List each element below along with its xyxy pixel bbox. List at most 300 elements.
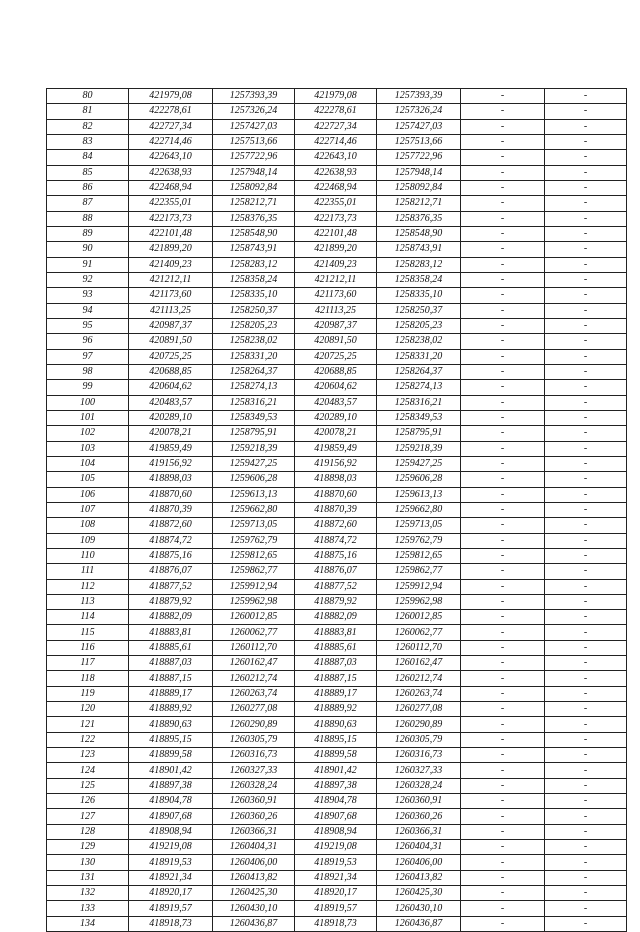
x-coordinate-cell: 418898,03 [129,472,213,487]
point-number-cell: 131 [47,870,129,885]
y-coordinate-cell: 1258743,91 [213,242,295,257]
dash-cell: - [545,134,627,149]
dash-cell: - [461,564,545,579]
x-coordinate-cell: 418899,58 [129,748,213,763]
dash-cell: - [461,717,545,732]
y-coordinate-alt-cell: 1259427,25 [377,456,461,471]
dash-cell: - [545,763,627,778]
y-coordinate-cell: 1258376,35 [213,211,295,226]
y-coordinate-cell: 1260305,79 [213,732,295,747]
x-coordinate-alt-cell: 419859,49 [295,441,377,456]
y-coordinate-alt-cell: 1259812,65 [377,548,461,563]
x-coordinate-cell: 420289,10 [129,410,213,425]
x-coordinate-cell: 418889,17 [129,686,213,701]
y-coordinate-alt-cell: 1260277,08 [377,702,461,717]
dash-cell: - [461,395,545,410]
x-coordinate-cell: 418890,63 [129,717,213,732]
dash-cell: - [545,180,627,195]
dash-cell: - [545,456,627,471]
y-coordinate-cell: 1257513,66 [213,134,295,149]
dash-cell: - [461,686,545,701]
y-coordinate-alt-cell: 1258548,90 [377,226,461,241]
dash-cell: - [461,778,545,793]
y-coordinate-cell: 1260328,24 [213,778,295,793]
table-row [47,134,627,149]
table-row [47,180,627,195]
dash-cell: - [545,855,627,870]
x-coordinate-cell: 418885,61 [129,640,213,655]
y-coordinate-cell: 1258358,24 [213,272,295,287]
point-number-cell: 81 [47,104,129,119]
coordinates-table-body [47,89,627,932]
table-row [47,487,627,502]
y-coordinate-alt-cell: 1260366,31 [377,824,461,839]
x-coordinate-cell: 418897,38 [129,778,213,793]
dash-cell: - [545,610,627,625]
dash-cell: - [461,824,545,839]
y-coordinate-cell: 1259606,28 [213,472,295,487]
dash-cell: - [461,656,545,671]
y-coordinate-cell: 1260436,87 [213,916,295,931]
point-number-cell: 102 [47,426,129,441]
dash-cell: - [461,456,545,471]
dash-cell: - [545,686,627,701]
table-row [47,518,627,533]
x-coordinate-alt-cell: 420987,37 [295,318,377,333]
point-number-cell: 132 [47,886,129,901]
table-row [47,640,627,655]
y-coordinate-alt-cell: 1257948,14 [377,165,461,180]
x-coordinate-cell: 421173,60 [129,288,213,303]
x-coordinate-cell: 422101,48 [129,226,213,241]
point-number-cell: 117 [47,656,129,671]
dash-cell: - [545,640,627,655]
point-number-cell: 112 [47,579,129,594]
table-row [47,610,627,625]
x-coordinate-cell: 418887,15 [129,671,213,686]
x-coordinate-cell: 418883,81 [129,625,213,640]
dash-cell: - [545,410,627,425]
y-coordinate-cell: 1260263,74 [213,686,295,701]
point-number-cell: 130 [47,855,129,870]
dash-cell: - [461,594,545,609]
x-coordinate-cell: 418895,15 [129,732,213,747]
y-coordinate-cell: 1260062,77 [213,625,295,640]
x-coordinate-cell: 418874,72 [129,533,213,548]
dash-cell: - [461,211,545,226]
point-number-cell: 115 [47,625,129,640]
x-coordinate-cell: 418919,57 [129,901,213,916]
x-coordinate-cell: 418904,78 [129,794,213,809]
y-coordinate-alt-cell: 1260062,77 [377,625,461,640]
dash-cell: - [461,518,545,533]
table-row [47,732,627,747]
y-coordinate-alt-cell: 1260327,33 [377,763,461,778]
table-row [47,211,627,226]
table-row [47,364,627,379]
y-coordinate-alt-cell: 1258212,71 [377,196,461,211]
y-coordinate-alt-cell: 1260406,00 [377,855,461,870]
x-coordinate-alt-cell: 422355,01 [295,196,377,211]
y-coordinate-cell: 1258238,02 [213,334,295,349]
y-coordinate-alt-cell: 1258092,84 [377,180,461,195]
y-coordinate-cell: 1260277,08 [213,702,295,717]
x-coordinate-cell: 418901,42 [129,763,213,778]
y-coordinate-cell: 1258795,91 [213,426,295,441]
dash-cell: - [545,579,627,594]
table-row [47,625,627,640]
y-coordinate-alt-cell: 1260305,79 [377,732,461,747]
x-coordinate-cell: 418875,16 [129,548,213,563]
dash-cell: - [461,579,545,594]
dash-cell: - [545,625,627,640]
point-number-cell: 108 [47,518,129,533]
table-row [47,671,627,686]
dash-cell: - [461,610,545,625]
x-coordinate-alt-cell: 418870,39 [295,502,377,517]
table-row [47,104,627,119]
dash-cell: - [461,318,545,333]
table-row [47,916,627,931]
dash-cell: - [545,533,627,548]
x-coordinate-alt-cell: 418889,17 [295,686,377,701]
y-coordinate-cell: 1260425,30 [213,886,295,901]
x-coordinate-cell: 420604,62 [129,380,213,395]
x-coordinate-alt-cell: 422714,46 [295,134,377,149]
dash-cell: - [461,380,545,395]
dash-cell: - [545,901,627,916]
dash-cell: - [545,487,627,502]
y-coordinate-cell: 1258283,12 [213,257,295,272]
point-number-cell: 98 [47,364,129,379]
dash-cell: - [545,318,627,333]
y-coordinate-cell: 1260360,26 [213,809,295,824]
x-coordinate-cell: 418887,03 [129,656,213,671]
table-row [47,380,627,395]
y-coordinate-alt-cell: 1258358,24 [377,272,461,287]
x-coordinate-alt-cell: 420289,10 [295,410,377,425]
y-coordinate-alt-cell: 1260263,74 [377,686,461,701]
y-coordinate-cell: 1259812,65 [213,548,295,563]
dash-cell: - [545,380,627,395]
point-number-cell: 83 [47,134,129,149]
dash-cell: - [545,870,627,885]
point-number-cell: 89 [47,226,129,241]
dash-cell: - [461,134,545,149]
x-coordinate-cell: 418921,34 [129,870,213,885]
dash-cell: - [461,548,545,563]
x-coordinate-alt-cell: 418887,03 [295,656,377,671]
dash-cell: - [461,165,545,180]
point-number-cell: 119 [47,686,129,701]
dash-cell: - [545,671,627,686]
x-coordinate-alt-cell: 422101,48 [295,226,377,241]
y-coordinate-cell: 1260430,10 [213,901,295,916]
dash-cell: - [461,410,545,425]
y-coordinate-alt-cell: 1258743,91 [377,242,461,257]
y-coordinate-alt-cell: 1258250,37 [377,303,461,318]
x-coordinate-cell: 421899,20 [129,242,213,257]
y-coordinate-alt-cell: 1260328,24 [377,778,461,793]
table-row [47,272,627,287]
y-coordinate-cell: 1259762,79 [213,533,295,548]
table-row [47,196,627,211]
dash-cell: - [545,226,627,241]
table-row [47,288,627,303]
table-row [47,717,627,732]
x-coordinate-alt-cell: 418904,78 [295,794,377,809]
point-number-cell: 134 [47,916,129,931]
y-coordinate-alt-cell: 1259912,94 [377,579,461,594]
table-row [47,426,627,441]
y-coordinate-cell: 1259862,77 [213,564,295,579]
dash-cell: - [461,855,545,870]
point-number-cell: 94 [47,303,129,318]
dash-cell: - [545,472,627,487]
y-coordinate-alt-cell: 1260430,10 [377,901,461,916]
dash-cell: - [461,870,545,885]
y-coordinate-cell: 1260366,31 [213,824,295,839]
point-number-cell: 105 [47,472,129,487]
dash-cell: - [461,196,545,211]
x-coordinate-alt-cell: 420725,25 [295,349,377,364]
x-coordinate-cell: 422468,94 [129,180,213,195]
x-coordinate-cell: 422727,34 [129,119,213,134]
y-coordinate-cell: 1258205,23 [213,318,295,333]
point-number-cell: 126 [47,794,129,809]
dash-cell: - [545,824,627,839]
x-coordinate-alt-cell: 418875,16 [295,548,377,563]
dash-cell: - [545,303,627,318]
x-coordinate-cell: 421212,11 [129,272,213,287]
y-coordinate-alt-cell: 1260162,47 [377,656,461,671]
table-row [47,226,627,241]
y-coordinate-cell: 1258331,20 [213,349,295,364]
y-coordinate-alt-cell: 1257393,39 [377,89,461,104]
y-coordinate-cell: 1257326,24 [213,104,295,119]
table-row [47,855,627,870]
dash-cell: - [461,119,545,134]
y-coordinate-alt-cell: 1259962,98 [377,594,461,609]
dash-cell: - [461,809,545,824]
y-coordinate-alt-cell: 1257427,03 [377,119,461,134]
y-coordinate-cell: 1258250,37 [213,303,295,318]
dash-cell: - [461,901,545,916]
point-number-cell: 125 [47,778,129,793]
table-row [47,748,627,763]
dash-cell: - [545,119,627,134]
y-coordinate-alt-cell: 1257513,66 [377,134,461,149]
point-number-cell: 118 [47,671,129,686]
y-coordinate-cell: 1260162,47 [213,656,295,671]
x-coordinate-alt-cell: 422643,10 [295,150,377,165]
dash-cell: - [461,288,545,303]
table-row [47,824,627,839]
dash-cell: - [545,548,627,563]
point-number-cell: 92 [47,272,129,287]
y-coordinate-alt-cell: 1258331,20 [377,349,461,364]
y-coordinate-alt-cell: 1260212,74 [377,671,461,686]
dash-cell: - [545,104,627,119]
y-coordinate-cell: 1257722,96 [213,150,295,165]
point-number-cell: 93 [47,288,129,303]
dash-cell: - [461,226,545,241]
dash-cell: - [545,364,627,379]
y-coordinate-cell: 1258548,90 [213,226,295,241]
x-coordinate-alt-cell: 418882,09 [295,610,377,625]
point-number-cell: 127 [47,809,129,824]
x-coordinate-cell: 418872,60 [129,518,213,533]
y-coordinate-alt-cell: 1260012,85 [377,610,461,625]
table-row [47,533,627,548]
dash-cell: - [545,242,627,257]
dash-cell: - [461,334,545,349]
y-coordinate-cell: 1258274,13 [213,380,295,395]
x-coordinate-cell: 420483,57 [129,395,213,410]
x-coordinate-alt-cell: 422468,94 [295,180,377,195]
dash-cell: - [545,732,627,747]
dash-cell: - [461,180,545,195]
x-coordinate-cell: 422278,61 [129,104,213,119]
x-coordinate-cell: 418920,17 [129,886,213,901]
y-coordinate-alt-cell: 1257722,96 [377,150,461,165]
x-coordinate-alt-cell: 418885,61 [295,640,377,655]
x-coordinate-alt-cell: 420688,85 [295,364,377,379]
dash-cell: - [545,702,627,717]
dash-cell: - [545,564,627,579]
dash-cell: - [545,916,627,931]
dash-cell: - [461,303,545,318]
dash-cell: - [545,717,627,732]
table-row [47,794,627,809]
x-coordinate-alt-cell: 420891,50 [295,334,377,349]
x-coordinate-cell: 421409,23 [129,257,213,272]
point-number-cell: 133 [47,901,129,916]
y-coordinate-cell: 1259218,39 [213,441,295,456]
x-coordinate-alt-cell: 420483,57 [295,395,377,410]
dash-cell: - [461,763,545,778]
table-row [47,809,627,824]
table-row [47,150,627,165]
y-coordinate-alt-cell: 1260425,30 [377,886,461,901]
dash-cell: - [545,89,627,104]
x-coordinate-cell: 418879,92 [129,594,213,609]
x-coordinate-cell: 420987,37 [129,318,213,333]
table-row [47,303,627,318]
dash-cell: - [545,349,627,364]
x-coordinate-cell: 422638,93 [129,165,213,180]
y-coordinate-cell: 1259662,80 [213,502,295,517]
point-number-cell: 114 [47,610,129,625]
x-coordinate-alt-cell: 418879,92 [295,594,377,609]
x-coordinate-cell: 418870,39 [129,502,213,517]
x-coordinate-cell: 420688,85 [129,364,213,379]
x-coordinate-alt-cell: 420604,62 [295,380,377,395]
y-coordinate-cell: 1259912,94 [213,579,295,594]
y-coordinate-alt-cell: 1260360,91 [377,794,461,809]
y-coordinate-cell: 1258212,71 [213,196,295,211]
dash-cell: - [545,594,627,609]
x-coordinate-alt-cell: 418870,60 [295,487,377,502]
point-number-cell: 113 [47,594,129,609]
table-row [47,548,627,563]
point-number-cell: 101 [47,410,129,425]
x-coordinate-cell: 418870,60 [129,487,213,502]
point-number-cell: 107 [47,502,129,517]
point-number-cell: 111 [47,564,129,579]
x-coordinate-alt-cell: 418872,60 [295,518,377,533]
x-coordinate-alt-cell: 418887,15 [295,671,377,686]
y-coordinate-alt-cell: 1259662,80 [377,502,461,517]
point-number-cell: 86 [47,180,129,195]
coordinates-table [46,88,627,932]
x-coordinate-alt-cell: 418919,53 [295,855,377,870]
x-coordinate-alt-cell: 422278,61 [295,104,377,119]
x-coordinate-alt-cell: 421899,20 [295,242,377,257]
x-coordinate-alt-cell: 418897,38 [295,778,377,793]
x-coordinate-alt-cell: 418920,17 [295,886,377,901]
table-row [47,594,627,609]
point-number-cell: 82 [47,119,129,134]
y-coordinate-alt-cell: 1259862,77 [377,564,461,579]
x-coordinate-alt-cell: 421979,08 [295,89,377,104]
y-coordinate-cell: 1260112,70 [213,640,295,655]
y-coordinate-cell: 1258092,84 [213,180,295,195]
dash-cell: - [461,272,545,287]
x-coordinate-cell: 422173,73 [129,211,213,226]
x-coordinate-alt-cell: 421113,25 [295,303,377,318]
dash-cell: - [545,809,627,824]
y-coordinate-alt-cell: 1260404,31 [377,840,461,855]
dash-cell: - [545,778,627,793]
y-coordinate-cell: 1260404,31 [213,840,295,855]
dash-cell: - [461,364,545,379]
table-row [47,395,627,410]
y-coordinate-alt-cell: 1259762,79 [377,533,461,548]
y-coordinate-alt-cell: 1258376,35 [377,211,461,226]
table-row [47,763,627,778]
dash-cell: - [545,518,627,533]
table-row [47,870,627,885]
table-row [47,579,627,594]
dash-cell: - [461,702,545,717]
y-coordinate-cell: 1260413,82 [213,870,295,885]
x-coordinate-alt-cell: 421173,60 [295,288,377,303]
y-coordinate-cell: 1259713,05 [213,518,295,533]
x-coordinate-alt-cell: 418876,07 [295,564,377,579]
y-coordinate-alt-cell: 1258264,37 [377,364,461,379]
y-coordinate-alt-cell: 1260360,26 [377,809,461,824]
x-coordinate-alt-cell: 419156,92 [295,456,377,471]
dash-cell: - [545,502,627,517]
y-coordinate-alt-cell: 1258335,10 [377,288,461,303]
x-coordinate-alt-cell: 418890,63 [295,717,377,732]
x-coordinate-alt-cell: 422638,93 [295,165,377,180]
dash-cell: - [545,395,627,410]
x-coordinate-alt-cell: 418889,92 [295,702,377,717]
table-row [47,119,627,134]
x-coordinate-cell: 418918,73 [129,916,213,931]
dash-cell: - [461,794,545,809]
dash-cell: - [461,441,545,456]
point-number-cell: 121 [47,717,129,732]
dash-cell: - [461,242,545,257]
table-row [47,165,627,180]
dash-cell: - [461,748,545,763]
dash-cell: - [461,349,545,364]
point-number-cell: 129 [47,840,129,855]
table-row [47,656,627,671]
